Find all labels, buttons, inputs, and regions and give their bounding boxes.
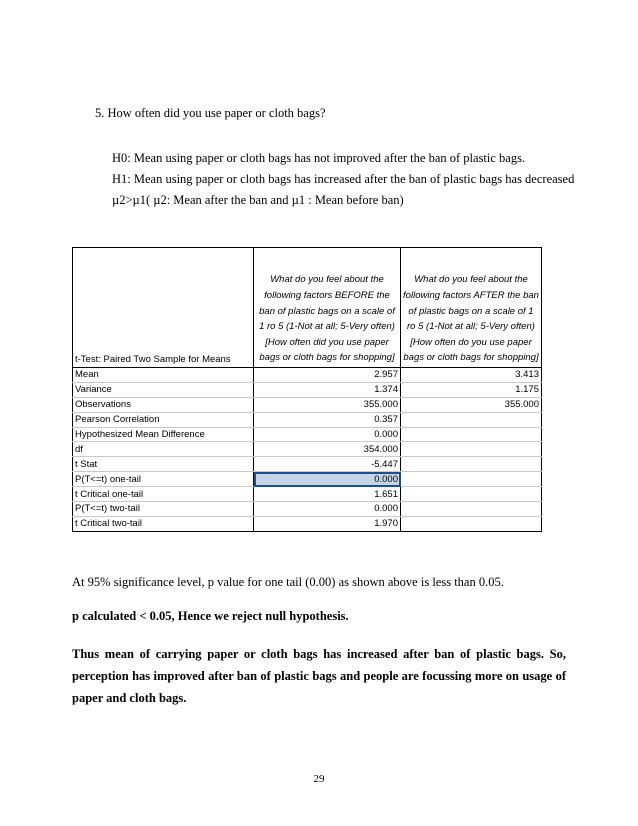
row-label: df bbox=[73, 442, 254, 457]
row-before: 1.970 bbox=[254, 516, 401, 531]
page-number: 29 bbox=[313, 773, 325, 785]
table-row bbox=[73, 397, 542, 412]
row-label: P(T<=t) one-tail bbox=[73, 472, 254, 487]
row-after: 3.413 bbox=[401, 368, 542, 383]
table-row bbox=[73, 502, 542, 517]
mean-notation: µ2>µ1( µ2: Mean after the ban and µ1 : Mean before ban) bbox=[112, 193, 404, 207]
selected-cell[interactable]: 0.000 bbox=[254, 472, 401, 487]
table-row bbox=[73, 382, 542, 397]
table-row bbox=[73, 412, 542, 427]
conclusion-paragraph: Thus mean of carrying paper or cloth bags has increased after ban of plastic bags. So, perception has improved after ban of plastic bags and people are focussing more on usage of paper and cloth bags. bbox=[72, 647, 566, 705]
row-after: 355.000 bbox=[401, 397, 542, 412]
null-hypothesis: H0: Mean using paper or cloth bags has not improved after the ban of plastic bags. bbox=[112, 151, 526, 165]
row-after bbox=[401, 487, 542, 502]
row-before: 1.374 bbox=[254, 382, 401, 397]
row-after bbox=[401, 412, 542, 427]
table-header-after: What do you feel about the following factors AFTER the ban of plastic bags on a scale of 1 ro 5 (1-Not at all; 5-Very often) [How often do you use paper bags or cloth bags for shopping] bbox=[401, 248, 542, 368]
table-row bbox=[73, 457, 542, 472]
row-before: 2.957 bbox=[254, 368, 401, 383]
row-label: Observations bbox=[73, 397, 254, 412]
table-row bbox=[73, 368, 542, 383]
table-header-before: What do you feel about the following factors BEFORE the ban of plastic bags on a scale of 1 ro 5 (1-Not at all; 5-Very often) [How often did you use paper bags or cloth bags for shopping] bbox=[254, 248, 401, 368]
table-row bbox=[73, 442, 542, 457]
p-value-statement: At 95% significance level, p value for one tail (0.00) as shown above is less than 0.05. bbox=[72, 575, 504, 589]
row-after bbox=[401, 457, 542, 472]
row-after: 1.175 bbox=[401, 382, 542, 397]
row-before: 0.000 bbox=[254, 502, 401, 517]
row-before: 355.000 bbox=[254, 397, 401, 412]
row-before: 1.651 bbox=[254, 487, 401, 502]
row-label: t Stat bbox=[73, 457, 254, 472]
table-header-row bbox=[73, 248, 542, 368]
table-row bbox=[73, 516, 542, 531]
t-test-table bbox=[72, 247, 542, 532]
table-header-label: t-Test: Paired Two Sample for Means bbox=[73, 248, 254, 368]
question-heading: 5. How often did you use paper or cloth bags? bbox=[95, 106, 326, 120]
reject-statement: p calculated < 0.05, Hence we reject null hypothesis. bbox=[72, 609, 349, 623]
row-label: P(T<=t) two-tail bbox=[73, 502, 254, 517]
row-label: t Critical two-tail bbox=[73, 516, 254, 531]
row-after bbox=[401, 502, 542, 517]
row-label: Variance bbox=[73, 382, 254, 397]
row-before: -5.447 bbox=[254, 457, 401, 472]
row-after bbox=[401, 516, 542, 531]
row-label: Pearson Correlation bbox=[73, 412, 254, 427]
table-row bbox=[73, 472, 542, 487]
row-label: Mean bbox=[73, 368, 254, 383]
table-row bbox=[73, 427, 542, 442]
row-after bbox=[401, 427, 542, 442]
row-before: 354.000 bbox=[254, 442, 401, 457]
table-row bbox=[73, 487, 542, 502]
alternative-hypothesis: H1: Mean using paper or cloth bags has increased after the ban of plastic bags has decreased bbox=[112, 172, 575, 186]
row-before: 0.000 bbox=[254, 427, 401, 442]
row-after bbox=[401, 442, 542, 457]
row-label: t Critical one-tail bbox=[73, 487, 254, 502]
row-after bbox=[401, 472, 542, 487]
row-before: 0.357 bbox=[254, 412, 401, 427]
row-label: Hypothesized Mean Difference bbox=[73, 427, 254, 442]
